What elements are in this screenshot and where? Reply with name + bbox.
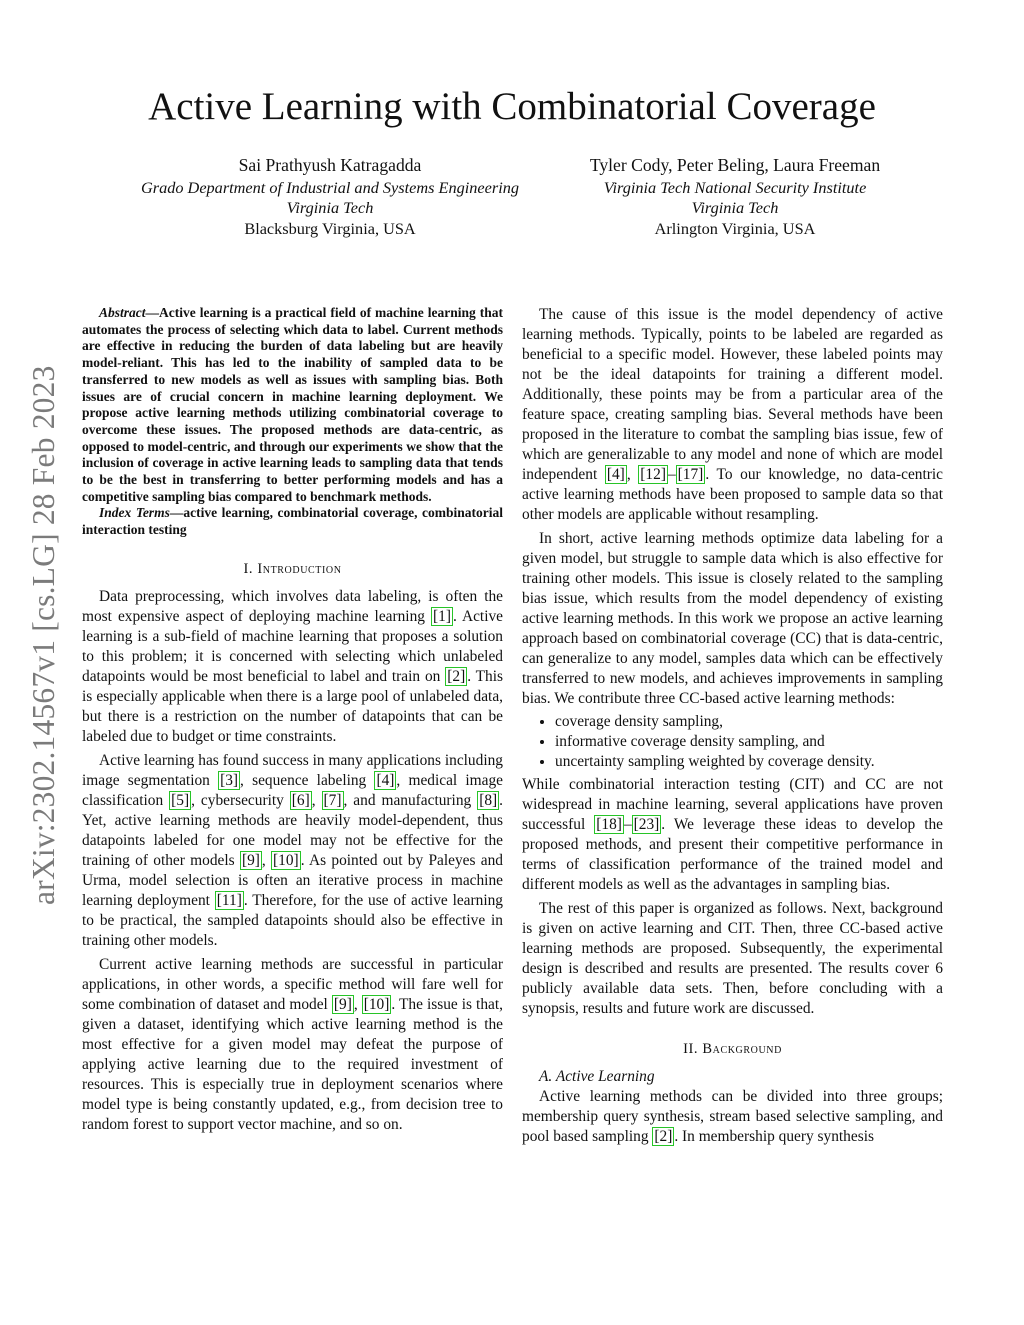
citation-link[interactable]: [18] [596, 816, 622, 833]
citation-link[interactable]: [10] [363, 995, 390, 1013]
citation-link[interactable]: [17] [677, 466, 704, 483]
author-location: Blacksburg Virginia, USA [244, 218, 416, 238]
contribution-list [522, 712, 943, 772]
arxiv-identifier: arXiv:2302.14567v1 [cs.LG] 28 Feb 2023 [26, 365, 61, 905]
left-column [82, 305, 503, 1135]
author-department: Grado Department of Industrial and Systems Engineering [140, 177, 520, 197]
index-terms-text: —active learning, combinatorial coverage, combinatorial interaction testing [82, 505, 504, 538]
list-item: • coverage density sampling, [555, 712, 943, 732]
author-name: Sai Prathyush Katragadda [238, 155, 422, 175]
citation-link[interactable]: [9] [241, 851, 260, 869]
abstract-text: —Active learning is a practical field of machine learning that automates the process of selecting which data to label. Current methods are effective in reducing the burden of data labeling but are heavily model-reliant. This has led to the inability of sampled data to be transferred to new models as well as issues with sampling bias. Both issues are of crucial concern in machine learning deployment. We propose active learning methods utilizing combinatorial coverage to overcome these issues. The proposed methods are data-centric, as opposed to model-centric, and through our experiments we show that the inclusion of coverage in active learning leads to sampling data that tends to be the best in transferring to better performing models and has a competitive sampling bias compared to benchmark methods. [82, 305, 503, 504]
paragraph: While combinatorial interaction testing (CIT) and CC are not widespread in machine learning, several applications have proven successful [18] – [23] . We leverage these ideas to develop the proposed methods, and present their competitive performance in terms of classification performance of the trained model and different models as well as the advantages in sampling bias. [522, 776, 943, 893]
right-column [522, 305, 943, 1147]
citation-link[interactable]: [12] [640, 466, 666, 483]
citation-link[interactable]: [7] [323, 791, 342, 809]
paragraph: In short, active learning methods optimize data labeling for a given model, but struggle to sample data which is also effective for training other models. This issue is closely related to the sampling bias issue, which results from the model dependency of existing active learning methods. In this work we propose an active learning approach based on combinatorial coverage (CC) that is data-centric, can generalize to any model, samples data which can be effectively transferred to new models, and achieves improvements in sampling bias. We contribute three CC-based active learning methods: [522, 530, 943, 707]
citation-link[interactable]: [3] [220, 771, 239, 789]
citation-link[interactable]: [6] [291, 791, 310, 809]
paragraph: The cause of this issue is the model dependency of active learning methods. Typically, points to be labeled are regarded as beneficial to a specific model. However, these labeled points may not be the ideal datapoints for training a different model. Additionally, these points may be from a particular area of the feature space, creating sampling bias. Several methods have been proposed in the literature to combat the sampling bias issue, few of which are generalizable to any model and none of which are model independent [4] , [12] – [17] . To our knowledge, no data-centric active learning methods have been proposed to sample data so that other models are applicable without resampling. [522, 306, 943, 523]
citation-link[interactable]: [11] [216, 891, 242, 909]
author-block-2 [520, 155, 950, 239]
list-item: • uncertainty sampling weighted by coverage density. [555, 752, 943, 772]
paragraph: Data preprocessing, which involves data labeling, is often the most expensive aspect of deploying machine learning [1] . Active learning is a sub-field of machine learning that proposes a solution to this problem; it is concerned with selecting which unlabeled datapoints would be most beneficial to label and train on [2] . This is especially applicable when there is a large pool of unlabeled data, but there is a restriction on the number of datapoints that can be labeled due to budget or time constraints. [82, 587, 504, 745]
paragraph: Active learning has found success in many applications including image segmentation [3] , sequence labeling [4] , medical image classification [5] , cybersecurity [6] , [7] , and manufacturing [8] . Yet, active learning methods are heavily model-dependent, thus datapoints labeled for one model may not be effective for the training of other models [9] , [10] . As pointed out by Paleyes and Urma, model selection is often an iterative process in machine learning deployment [11] . Therefore, for the use of active learning to be practical, the sampled datapoints should also be effective in training other models. [82, 751, 503, 949]
citation-link[interactable]: [4] [606, 466, 625, 483]
citation-link[interactable]: [2] [654, 1128, 673, 1145]
author-block-1 [110, 155, 550, 239]
paper-title: Active Learning with Combinatorial Coverage [148, 85, 876, 128]
citation-link[interactable]: [10] [273, 851, 299, 869]
abstract-label: Abstract [99, 305, 146, 320]
citation-link[interactable]: [8] [479, 791, 498, 809]
section-heading-introduction: I. Introduction [243, 560, 342, 577]
section-heading-background: II. Background [683, 1041, 782, 1057]
paragraph: Active learning methods can be divided into three groups; membership query synthesis, stream based selective sampling, and pool based sampling [2] . In membership query synthesis [522, 1088, 943, 1145]
author-organization: Virginia Tech [286, 198, 374, 217]
list-item: • informative coverage density sampling, and [555, 732, 943, 752]
author-name: Tyler Cody, Peter Beling, Laura Freeman [589, 155, 881, 175]
abstract [82, 305, 503, 505]
author-organization: Virginia Tech [691, 198, 779, 217]
citation-link[interactable]: [2] [447, 667, 466, 685]
citation-link[interactable]: [1] [433, 607, 451, 625]
index-terms [82, 505, 503, 538]
citation-link[interactable]: [23] [633, 816, 660, 833]
citation-link[interactable]: [4] [376, 771, 395, 789]
citation-link[interactable]: [5] [171, 791, 190, 809]
citation-link[interactable]: [9] [333, 995, 352, 1013]
author-department: Virginia Tech National Security Institute [603, 177, 867, 197]
paragraph: Current active learning methods are successful in particular applications, in other words, a specific method will fare well for some combination of dataset and model [9] , [10] . The issue is that, given a dataset, identifying which active learning method is the most effective for a given model may defeat the purpose of applying active learning due to the required investment of resources. This is especially true in deployment scenarios where model type is being constantly updated, e.g., from decision tree to random forest to support vector machine, and so on. [82, 955, 503, 1133]
index-terms-label: Index Terms [99, 505, 170, 521]
subsection-heading-active-learning: A. Active Learning [539, 1068, 655, 1085]
author-location: Arlington Virginia, USA [654, 218, 816, 238]
paragraph: The rest of this paper is organized as follows. Next, background is given on active learning and CIT. Then, three CC-based active learning methods are proposed. Subsequently, the experimental design is described and results are presented. The results cover 6 publicly available data sets. Then, before concluding with a synopsis, results and future work are discussed. [522, 900, 943, 1017]
